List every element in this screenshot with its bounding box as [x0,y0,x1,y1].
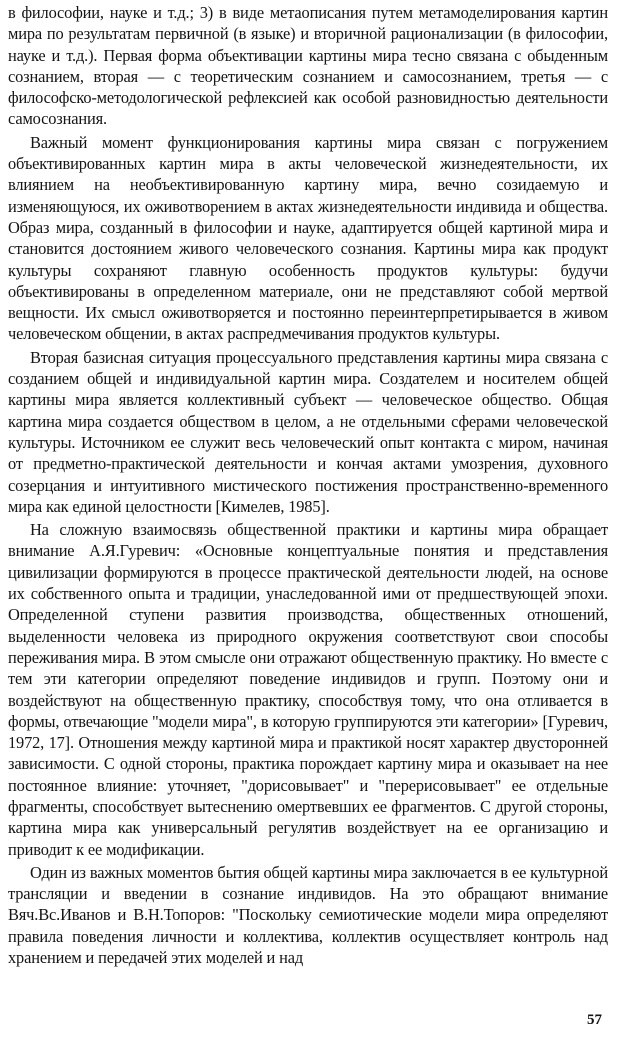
body-text [8,2,608,968]
paragraph-2: Важный момент функционирования картины мира связан с погружением объективированных картин мира в акты человеческой жизнедеятельности, их влиянием на необъективированную картину мира, вечно созидаемую и изменяющуюся, их оживотворением в актах жизнедеятельности индивида и общества. Образ мира, созданный в философии и науке, адаптируется общей картиной мира и становится достоянием живого человеческого сознания. Картины мира как продукт культуры сохраняют главную особенность продуктов культуры: будучи объективированы в определенном материале, они не представляют собой мертвой вещности. Их смысл оживотворяется и постоянно переинтерпретирывается в живом человеческом общении, в актах распредмечивания продуктов культуры. [8,132,608,344]
paragraph-3: Вторая базисная ситуация процессуального представления картины мира связана с созданием общей и индивидуальной картин мира. Создателем и носителем общей картины мира является коллективный субъект — человеческое общество. Общая картина мира создается обществом в целом, а не отдельными сферами человеческой культуры. Источником ее служит весь человеческий опыт контакта с миром, начиная от предметно-практической деятельности и кончая актами умозрения, духовного созерцания и интуитивного мистического постижения пространственно-временного мира как единой целостности [Кимелев, 1985]. [8,347,608,516]
page-number: 57 [587,1012,602,1028]
paragraph-5: Один из важных моментов бытия общей картины мира заключается в ее культурной трансляции и введении в сознание индивидов. На это обращают внимание Вяч.Вс.Иванов и В.Н.Топоров: "Поскольку семиотические модели мира определяют правила поведения личности и коллектива, коллектив осуществляет контроль над хранением и передачей этих моделей и над [8,862,608,968]
paragraph-1: в философии, науке и т.д.; 3) в виде метаописания путем метамоделирования картин мира по результатам первичной (в языке) и вторичной рационализации (в философии, науке и т.д.). Первая форма объективации картины мира тесно связана с обыденным сознанием, вторая — с теоретическим сознанием и самосознанием, третья — с философско-методологической рефлексией как особой разновидностью деятельности самосознания. [8,3,608,129]
paragraph-4: На сложную взаимосвязь общественной практики и картины мира обращает внимание А.Я.Гуревич: «Основные концептуальные понятия и представления цивилизации формируются в процессе практической деятельности людей, на основе их собственного опыта и традиции, унаследованной ими от предшествующей эпохи. Определенной ступени развития производства, общественных отношений, выделенности человека из природного окружения соответствуют свои способы переживания мира. В этом смысле они отражают общественную практику. Но вместе с тем эти категории определяют поведение индивидов и групп. Поэтому они и воздействуют на общественную практику, способствуя тому, что она отливается в формы, отвечающие "модели мира", в которую группируются эти категории» [Гуревич, 1972, 17]. Отношения между картиной мира и практикой носят характер двусторонней зависимости. С одной стороны, практика порождает картину мира и оказывает на нее постоянное влияние: уточняет, "дорисовывает" и "перерисовывает" ее отдельные фрагменты, способствует вытеснению омертвевших ее фрагментов. С другой стороны, картина мира как универсальный регулятив воздействует на ее организацию и приводит к ее модификации. [8,520,608,859]
